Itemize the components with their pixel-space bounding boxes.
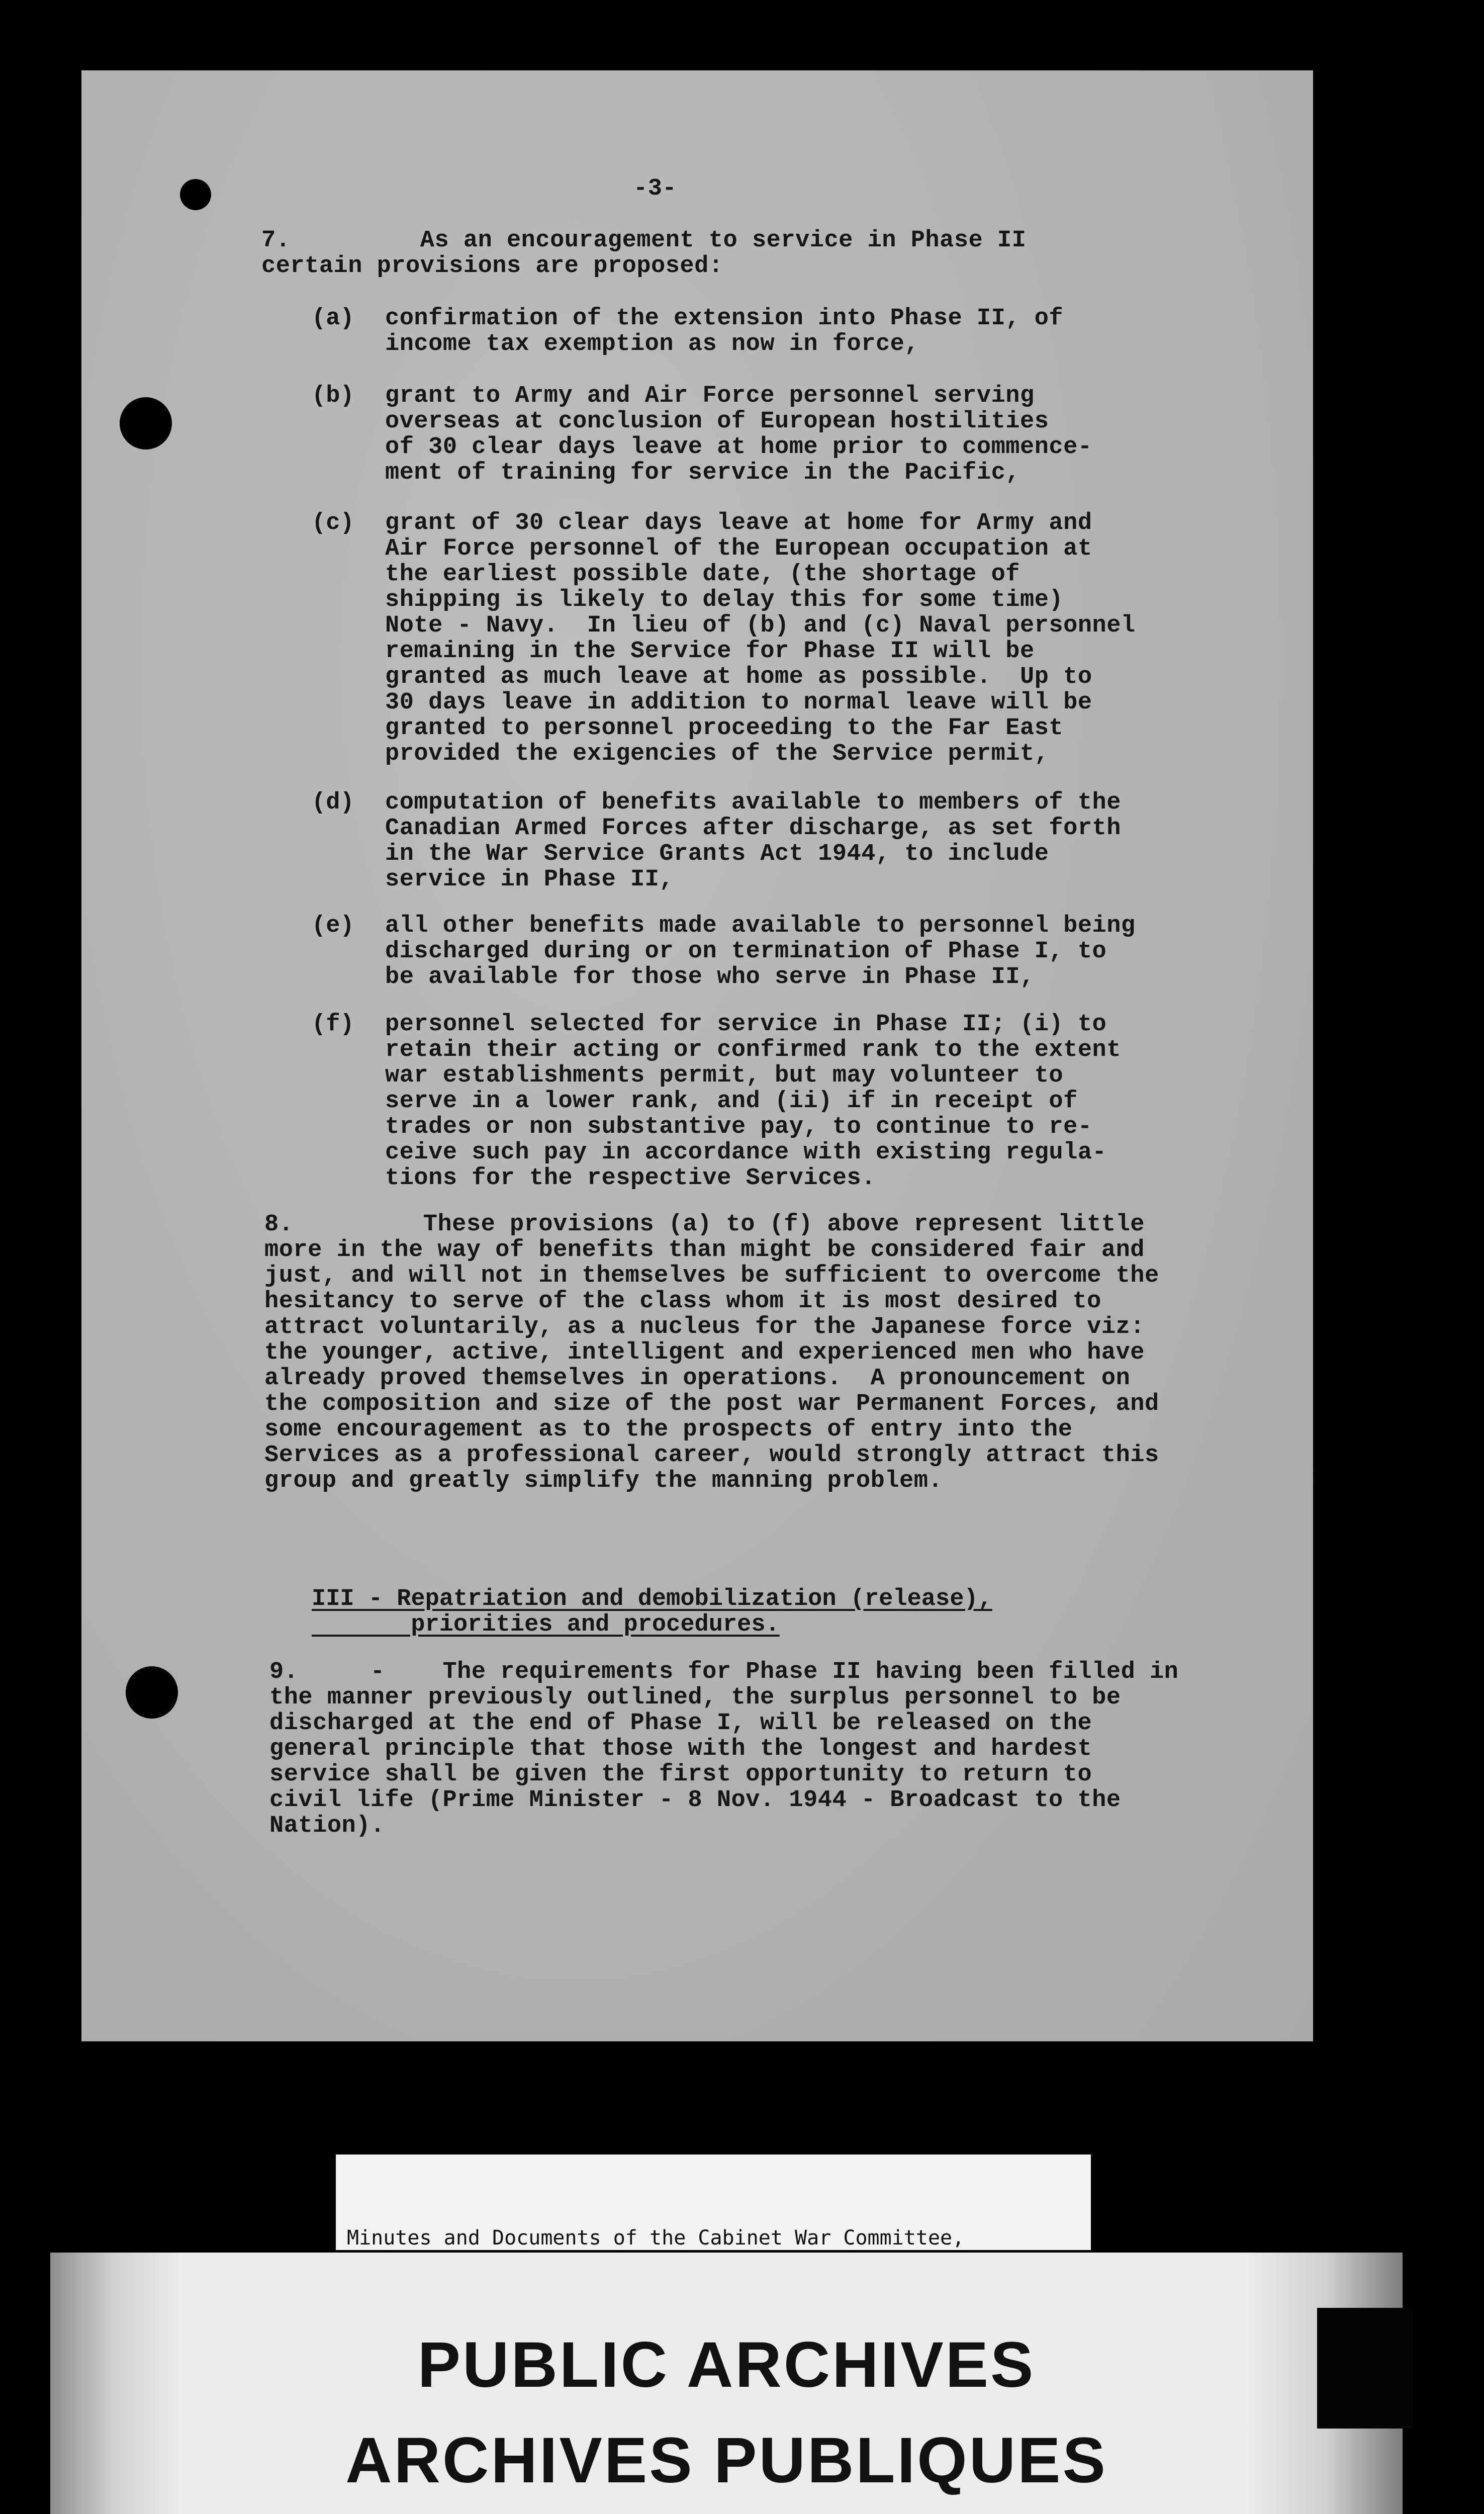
paragraph-8-line-7: already proved themselves in operations. A pronouncement on <box>264 1365 1131 1392</box>
item-f-line-3: war establishments permit, but may volunteer to <box>385 1062 1064 1089</box>
paragraph-8-line-10: Services as a professional career, would strongly attract this <box>264 1442 1159 1469</box>
item-f-line-2: retain their acting or confirmed rank to the extent <box>385 1037 1121 1063</box>
paragraph-9-line-7: Nation). <box>269 1813 385 1839</box>
item-label-b: (b) <box>312 383 354 409</box>
item-d-line-1: computation of benefits available to members of the <box>385 789 1121 816</box>
item-c-line-8: 30 days leave in addition to normal leave will be <box>385 689 1092 716</box>
paragraph-9-line-6: civil life (Prime Minister - 8 Nov. 1944 - Broadcast to the <box>269 1787 1121 1814</box>
item-d-line-4: service in Phase II, <box>385 866 674 893</box>
item-label-c: (c) <box>312 510 354 536</box>
page-number: -3- <box>633 175 677 202</box>
item-d-line-2: Canadian Armed Forces after discharge, as set forth <box>385 815 1121 842</box>
item-c-line-2: Air Force personnel of the European occupation at <box>385 535 1092 562</box>
punch-hole-middle <box>120 397 172 450</box>
item-label-d: (d) <box>312 789 354 816</box>
paragraph-8-line-9: some encouragement as to the prospects of entry into the <box>264 1416 1073 1443</box>
paragraph-7-line-2: certain provisions are proposed: <box>261 253 723 280</box>
item-a-line-2: income tax exemption as now in force, <box>385 331 919 357</box>
paragraph-9-line-1: 9. - The requirements for Phase II having been filled in <box>269 1659 1179 1685</box>
item-label-e: (e) <box>312 913 354 939</box>
item-c-line-6: remaining in the Service for Phase II will be <box>385 638 1035 665</box>
paragraph-8-line-3: just, and will not in themselves be sufficient to overcome the <box>264 1263 1159 1289</box>
item-c-line-5: Note - Navy. In lieu of (b) and (c) Naval personnel <box>385 612 1136 639</box>
paragraph-8-line-1: 8. These provisions (a) to (f) above represent little <box>264 1211 1145 1238</box>
archives-stamp-card <box>50 2253 1403 2514</box>
item-e-line-2: discharged during or on termination of Phase I, to <box>385 938 1107 965</box>
paragraph-7-line-1: 7. As an encouragement to service in Phase II <box>261 227 1027 254</box>
paragraph-9-line-5: service shall be given the first opportunity to return to <box>269 1761 1092 1788</box>
item-c-line-10: provided the exigencies of the Service permit, <box>385 741 1049 767</box>
item-c-line-3: the earliest possible date, (the shortage of <box>385 561 1021 588</box>
item-f-line-4: serve in a lower rank, and (ii) if in receipt of <box>385 1088 1078 1115</box>
punch-hole-top <box>180 179 211 210</box>
paragraph-8-line-11: group and greatly simplify the manning problem. <box>264 1468 943 1494</box>
item-b-line-1: grant to Army and Air Force personnel serving <box>385 383 1035 409</box>
section-3-heading-line-1: III - Repatriation and demobilization (release), <box>312 1586 992 1612</box>
item-b-line-3: of 30 clear days leave at home prior to commence- <box>385 434 1092 461</box>
document-page <box>81 70 1313 2041</box>
paragraph-8-line-6: the younger, active, intelligent and experienced men who have <box>264 1339 1145 1366</box>
stamp-line-archives-publiques: ARCHIVES PUBLIQUES <box>345 2425 1107 2496</box>
item-c-line-1: grant of 30 clear days leave at home for Army and <box>385 510 1092 536</box>
item-e-line-3: be available for those who serve in Phase II, <box>385 964 1035 991</box>
paragraph-9-line-2: the manner previously outlined, the surplus personnel to be <box>269 1684 1121 1711</box>
paragraph-8-line-4: hesitancy to serve of the class whom it is most desired to <box>264 1288 1101 1315</box>
paragraph-8-line-5: attract voluntarily, as a nucleus for the Japanese force viz: <box>264 1314 1145 1340</box>
tape-strip <box>1317 2308 1413 2429</box>
item-c-line-7: granted as much leave at home as possible. Up to <box>385 664 1092 690</box>
paragraph-8-line-8: the composition and size of the post war Permanent Forces, and <box>264 1391 1159 1417</box>
paragraph-9-line-3: discharged at the end of Phase I, will be released on the <box>269 1710 1092 1737</box>
stamp-line-public-archives: PUBLIC ARCHIVES <box>417 2329 1036 2401</box>
item-f-line-1: personnel selected for service in Phase II; (i) to <box>385 1011 1107 1038</box>
item-label-f: (f) <box>312 1011 354 1038</box>
item-e-line-1: all other benefits made available to personnel being <box>385 913 1136 939</box>
item-b-line-4: ment of training for service in the Pacific, <box>385 460 1021 486</box>
item-c-line-9: granted to personnel proceeding to the Far East <box>385 715 1064 742</box>
item-f-line-5: trades or non substantive pay, to continue to re- <box>385 1114 1092 1140</box>
section-3-heading-line-2: priorities and procedures. <box>312 1611 780 1638</box>
item-label-a: (a) <box>312 305 354 332</box>
punch-hole-bottom <box>126 1666 178 1719</box>
item-c-line-4: shipping is likely to delay this for some time) <box>385 587 1064 613</box>
paragraph-9-line-4: general principle that those with the longest and hardest <box>269 1736 1092 1762</box>
item-f-line-7: tions for the respective Services. <box>385 1165 876 1192</box>
item-a-line-1: confirmation of the extension into Phase II, of <box>385 305 1064 332</box>
item-d-line-3: in the War Service Grants Act 1944, to include <box>385 841 1049 867</box>
item-b-line-2: overseas at conclusion of European hostilities <box>385 408 1049 435</box>
citation-label <box>336 2154 1091 2250</box>
paragraph-8-line-2: more in the way of benefits than might be considered fair and <box>264 1237 1145 1264</box>
item-f-line-6: ceive such pay in accordance with existing regula- <box>385 1139 1107 1166</box>
citation-line-1: Minutes and Documents of the Cabinet War Committee, <box>347 2226 965 2250</box>
